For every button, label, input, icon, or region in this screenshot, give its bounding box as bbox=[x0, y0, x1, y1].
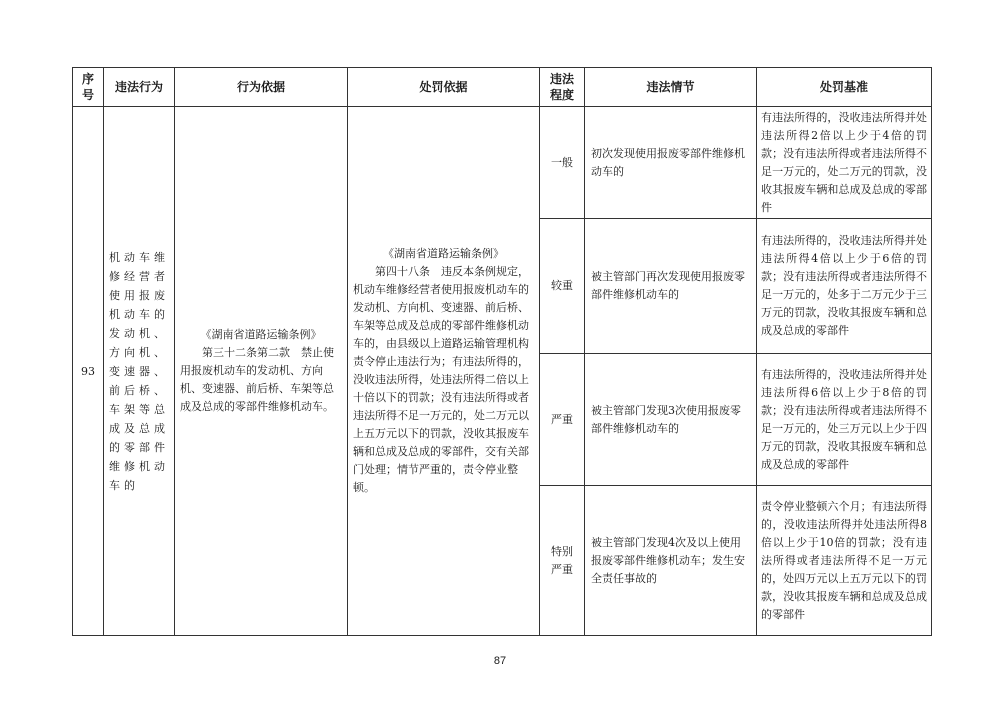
header-no: 序号 bbox=[73, 68, 104, 107]
standard-serious: 有违法所得的，没收违法所得并处违法所得4倍以上少于6倍的罚款；没有违法所得或者违法所得不足一万元的，处多于二万元少于三万元的罚款，没收其报废车辆和总成及总成的零部件 bbox=[757, 219, 932, 354]
situation-extreme: 被主管部门发现4次及以上使用报废零部件维修机动车；发生安全责任事故的 bbox=[585, 486, 757, 636]
act-basis bbox=[175, 107, 348, 636]
penalty-basis bbox=[348, 107, 540, 636]
degree-general: 一般 bbox=[540, 107, 585, 219]
header-situation: 违法情节 bbox=[585, 68, 757, 107]
table-row bbox=[73, 107, 932, 219]
penalty-table bbox=[72, 67, 932, 636]
standard-general: 有违法所得的，没收违法所得并处违法所得2倍以上少于4倍的罚款；没有违法所得或者违法所得不足一万元的，处二万元的罚款，没收其报废车辆和总成及总成的零部件 bbox=[757, 107, 932, 219]
situation-general: 初次发现使用报废零部件维修机动车的 bbox=[585, 107, 757, 219]
act-basis-text: 第三十二条第二款 禁止使用报废机动车的发动机、方向机、变速器、前后桥、车架等总成及总成的零部件维修机动车。 bbox=[180, 346, 334, 413]
standard-extreme: 责令停业整顿六个月；有违法所得的，没收违法所得并处违法所得8倍以上少于10倍的罚款；没有违法所得或者违法所得不足一万元的，处四万元以上五万元以下的罚款，没收其报废车辆和总成及总成的零部件 bbox=[757, 486, 932, 636]
header-basis: 行为依据 bbox=[175, 68, 348, 107]
violation-act: 机动车维修经营者使用报废机动车的发动机、方向机、变速器、前后桥、车架等总成及总成的零部件维修机动车的 bbox=[104, 107, 175, 636]
header-penalty-basis: 处罚依据 bbox=[348, 68, 540, 107]
header-act: 违法行为 bbox=[104, 68, 175, 107]
header-degree: 违法程度 bbox=[540, 68, 585, 107]
act-basis-title: 《湖南省道路运输条例》 bbox=[200, 328, 322, 341]
penalty-basis-text: 第四十八条 违反本条例规定，机动车维修经营者使用报废机动车的发动机、方向机、变速器、前后桥、车架等总成及总成的零部件维修机动车的，由县级以上道路运输管理机构责令停止违法行为；有违法所得的，没收违法所得，处违法所得二倍以上十倍以下的罚款；没有违法所得或者违法所得不足一万元的，处二万元以上五万元以下的罚款，没收其报废车辆和总成及总成的零部件，交有关部门处理；情节严重的，责令停业整顿。 bbox=[353, 265, 529, 494]
degree-serious: 较重 bbox=[540, 219, 585, 354]
degree-severe: 严重 bbox=[540, 354, 585, 486]
degree-extreme: 特别严重 bbox=[540, 486, 585, 636]
row-number: 93 bbox=[73, 107, 104, 636]
situation-severe: 被主管部门发现3次使用报废零部件维修机动车的 bbox=[585, 354, 757, 486]
header-standard: 处罚基准 bbox=[757, 68, 932, 107]
header-row bbox=[73, 68, 932, 107]
page-number: 87 bbox=[493, 655, 507, 667]
standard-severe: 有违法所得的，没收违法所得并处违法所得6倍以上少于8倍的罚款；没有违法所得或者违法所得不足一万元的，处三万元以上少于四万元的罚款，没收其报废车辆和总成及总成的零部件 bbox=[757, 354, 932, 486]
situation-serious: 被主管部门再次发现使用报废零部件维修机动车的 bbox=[585, 219, 757, 354]
penalty-basis-title: 《湖南省道路运输条例》 bbox=[383, 247, 504, 260]
